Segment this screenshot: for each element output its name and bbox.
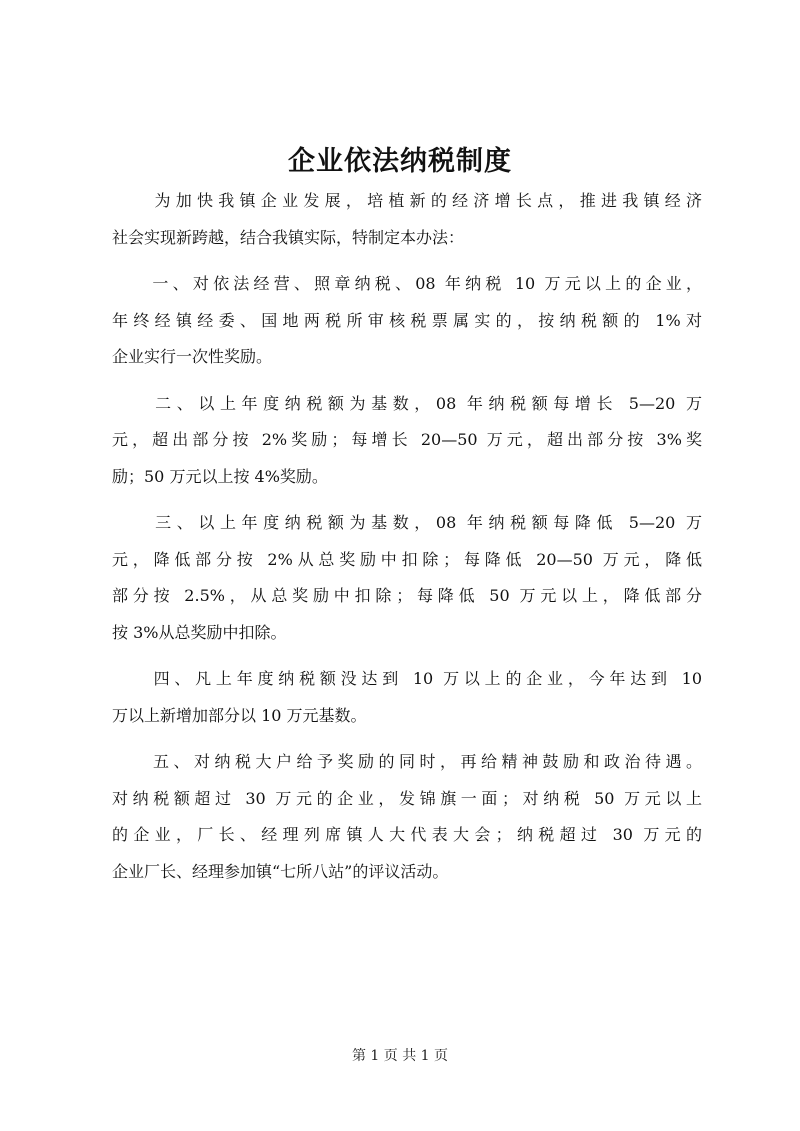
document-title: 企业依法纳税制度 xyxy=(288,146,512,177)
paragraph-line: 企业实行一次性奖励。 xyxy=(112,347,273,366)
paragraph-intro xyxy=(112,188,702,261)
paragraph-line: 对纳税额超过 30 万元的企业，发锦旗一面；对纳税 50 万元以上 xyxy=(112,788,702,808)
paragraph-line: 为加快我镇企业发展，培植新的经济增长点，推进我镇经济 xyxy=(112,191,702,210)
paragraph-line: 元，超出部分按 2%奖励；每增长 20—50 万元，超出部分按 3%奖 xyxy=(112,430,702,449)
paragraph-line: 一、对依法经营、照章纳税、08 年纳税 10 万元以上的企业， xyxy=(112,274,702,293)
paragraph-item-5 xyxy=(112,749,702,895)
paragraph-line: 社会实现新跨越，结合我镇实际，特制定本办法： xyxy=(112,227,465,247)
paragraph-line: 元，降低部分按 2%从总奖励中扣除；每降低 20—50 万元，降低 xyxy=(112,549,702,569)
document-body xyxy=(112,188,702,905)
paragraph-item-4 xyxy=(112,666,702,739)
paragraph-line: 部分按 2.5%，从总奖励中扣除；每降低 50 万元以上，降低部分 xyxy=(112,586,702,605)
paragraph-line: 企业厂长、经理参加镇“七所八站”的评议活动。 xyxy=(112,861,449,881)
paragraph-line: 按 3%从总奖励中扣除。 xyxy=(112,622,287,642)
paragraph-line: 万以上新增加部分以 10 万元基数。 xyxy=(112,705,367,725)
paragraph-line: 的企业，厂长、经理列席镇人大代表大会；纳税超过 30 万元的 xyxy=(112,825,702,844)
paragraph-line: 四、凡上年度纳税额没达到 10 万以上的企业，今年达到 10 xyxy=(112,669,702,688)
paragraph-line: 五、对纳税大户给予奖励的同时，再给精神鼓励和政治待遇。 xyxy=(112,752,702,771)
paragraph-line: 二、以上年度纳税额为基数，08 年纳税额每增长 5—20 万 xyxy=(112,393,702,413)
paragraph-line: 励；50 万元以上按 4%奖励。 xyxy=(112,466,328,486)
paragraph-line: 三、以上年度纳税额为基数，08 年纳税额每降低 5—20 万 xyxy=(112,513,702,532)
paragraph-item-2 xyxy=(112,391,702,501)
paragraph-item-1 xyxy=(112,271,702,381)
paragraph-line: 年终经镇经委、国地两税所审核税票属实的，按纳税额的 1%对 xyxy=(112,310,702,330)
paragraph-item-3 xyxy=(112,510,702,656)
page-footer: 第 1 页 共 1 页 xyxy=(351,1048,449,1064)
